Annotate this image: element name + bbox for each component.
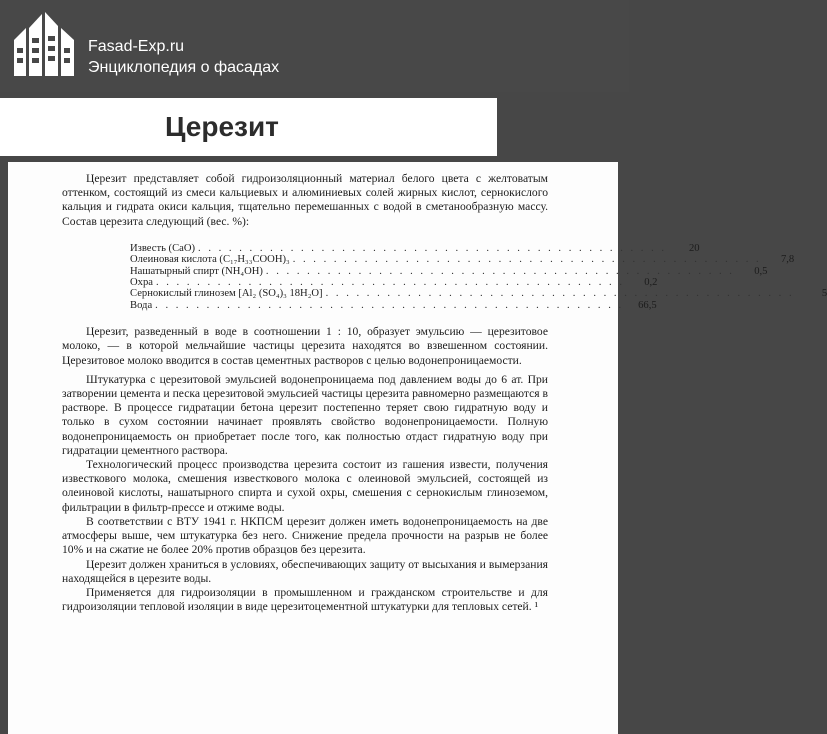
list-item xyxy=(130,242,700,254)
paragraph-application: Применяется для гидроизоляции в промышленном и гражданском строительстве и для гидроизоляции тепловой изоляции в виде церезитоцементной штукатурки для тепловых сетей. ¹ xyxy=(62,585,548,614)
list-item xyxy=(130,254,795,266)
component-value: 5 xyxy=(821,288,827,300)
site-subtitle: Энциклопедия о фасадах xyxy=(88,59,280,76)
list-item xyxy=(130,265,768,277)
site-header xyxy=(0,0,629,92)
leader-dots: . . . . . . . . . . . . . . . . . . . . . . . . . . . . . . . . . . . . . . . . . . . . . . xyxy=(265,265,735,277)
leader-dots: . . . . . . . . . . . . . . . . . . . . . . . . . . . . . . . . . . . . . . . . . . . . . . xyxy=(292,254,762,266)
component-name: Охра xyxy=(130,277,153,289)
page-title: Церезит xyxy=(165,111,279,142)
component-name: Сернокислый глинозем [Al₂ (SO₄)₃ 18H₂O] xyxy=(130,288,323,300)
paragraph-emulsion: Церезит, разведенный в воде в соотношении 1 : 10, образует эмульсию — церезитовое молоко, — в которой мельчайшие частицы церезита находятся во взвешенном состоянии. Церезитовое молоко вводится в состав цементных растворов с целью водонепроницаемости. xyxy=(62,325,548,367)
component-name: Олеиновая кислота (C₁₇H₃₃COOH)₃ xyxy=(130,254,290,266)
component-value: 0,5 xyxy=(754,265,768,277)
component-value: 66,5 xyxy=(638,299,657,311)
component-value: 0,2 xyxy=(644,277,658,289)
article-text xyxy=(62,172,827,614)
component-name: Нашатырный спирт (NH₄OH) xyxy=(130,265,263,277)
building-logo-icon[interactable] xyxy=(12,8,78,78)
paragraph-standard: В соответствии с ВТУ 1941 г. НКПСМ церезит должен иметь водонепроницаемость на две атмосферы выше, чем штукатурка без него. Снижение предела прочности на разрыв не более 10% и на сжатие не более 20% против образцов без церезита. xyxy=(62,514,548,557)
composition-list xyxy=(130,242,827,311)
paragraph-process: Технологический процесс производства церезита состоит из гашения извести, получения известкового молока, смешения известкового молока с олеиновой эмульсией, состоящей из олеиновой кислоты, нашатырного спирта и сухой охры, смешения с сернокислым глиноземом, фильтрации в фильтр-прессе и отжиме воды. xyxy=(62,458,548,514)
component-name: Известь (CaO) xyxy=(130,242,196,254)
paragraph-plaster: Штукатурка с церезитовой эмульсией водонепроницаема под давлением воды до 6 ат. При затворении цемента и песка церезитовой эмульсией частицы церезита равномерно размещаются в растворе. В процессе гидратации бетона церезит постепенно теряет свою гидратную воду и только в сухом состоянии начинает проявлять свойство водонепроницаемости. Полную водонепроницаемость он приобретает после того, как полностью отдаст гидратную воду при гидратации цементного раствора. xyxy=(62,372,548,457)
leader-dots: . . . . . . . . . . . . . . . . . . . . . . . . . . . . . . . . . . . . . . . . . . . . . . xyxy=(155,299,624,311)
leader-dots: . . . . . . . . . . . . . . . . . . . . . . . . . . . . . . . . . . . . . . . . . . . . . . xyxy=(325,288,795,300)
component-value: 20 xyxy=(688,242,700,254)
component-name: Вода xyxy=(130,299,153,311)
leader-dots: . . . . . . . . . . . . . . . . . . . . . . . . . . . . . . . . . . . . . . . . . . . . . . xyxy=(198,242,667,254)
component-value: 7,8 xyxy=(780,254,795,266)
paragraph-storage: Церезит должен храниться в условиях, обеспечивающих защиту от высыхания и вымерзания находящейся в церезите воды. xyxy=(62,557,548,585)
list-item xyxy=(130,299,657,311)
list-item xyxy=(130,277,658,289)
site-name[interactable]: Fasad-Exp.ru xyxy=(88,38,185,55)
leader-dots: . . . . . . . . . . . . . . . . . . . . . . . . . . . . . . . . . . . . . . . . . . . . . . xyxy=(155,277,625,289)
list-item xyxy=(130,288,827,300)
intro-paragraph: Церезит представляет собой гидроизоляционный материал белого цвета с желтоватым оттенком, состоящий из смеси кальциевых и алюминиевых солей жирных кислот, сернокислого кальция и гидрата окиси кальция, тщательно перемешанных с водой в сметанообразную массу. Состав церезита следующий (вес. %): xyxy=(62,172,548,228)
